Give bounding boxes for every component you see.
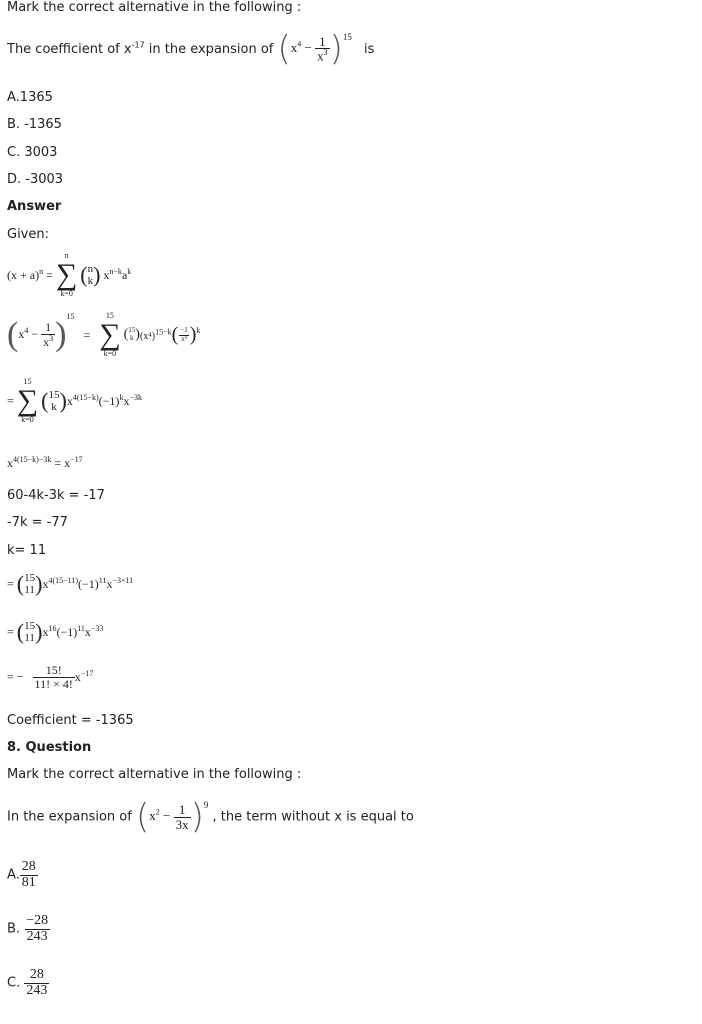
- eq-step-3: k= 11: [7, 543, 47, 558]
- q8-instruction: Mark the correct alternative in the following :: [7, 767, 302, 782]
- sigma-expansion: = 15 ∑ k=0 ( 15 k ) $x^{4(15-k)}(-1)^kx^{-3k}$: [7, 377, 142, 424]
- q8-option-b[interactable]: B. $\frac{-28}{243}$: [7, 913, 49, 944]
- substitution-2: = ( 15 11 ) $x^{16}(-1)^{11}x^{-33}$: [7, 619, 104, 645]
- q8-heading: 8. Question: [7, 740, 92, 755]
- q8-stem: In the expansion of ($x^2$ − $\frac{1}{3x}$ )$^9$ , the term without x is equal to: [7, 797, 414, 837]
- q7-option-c[interactable]: C. 3003: [7, 145, 58, 160]
- q7-stem-suffix: is: [364, 41, 375, 57]
- q7-power: 15: [342, 32, 352, 42]
- sigma-icon: 15 ∑ k=0: [99, 311, 121, 358]
- eq-step-1: 60-4k-3k = -17: [7, 488, 105, 503]
- left-paren: (: [277, 29, 291, 69]
- q7-expr: $x^4$ − $\frac{1}{x^3}$: [290, 33, 328, 64]
- q7-option-a[interactable]: A.1365: [7, 90, 53, 105]
- q8-stem-prefix: In the expansion of: [7, 809, 132, 825]
- eq-step-2: -7k = -77: [7, 515, 68, 530]
- right-paren: ): [329, 29, 343, 69]
- q8-stem-suffix: , the term without x is equal to: [212, 809, 414, 825]
- final-fraction: = − $\frac{15!}{11! \times 4!}$ $x^{-17}$: [7, 663, 94, 691]
- q7-option-b[interactable]: B. -1365: [7, 117, 62, 132]
- exponent-equation: $x^{4(15-k)-3k} = x^{-17}$: [7, 455, 83, 470]
- q7-stem-prefix: The coefficient of $x^{-17}$ in the expansion of: [7, 40, 274, 58]
- q7-given-label: Given:: [7, 227, 49, 242]
- substitution-1: = ( 15 11 ) $x^{4(15-11)}(-1)^{11}x^{-3\times 11}$: [7, 571, 134, 597]
- q8-option-a[interactable]: A. $\frac{28}{81}$: [7, 859, 36, 890]
- q7-stem: [7, 29, 375, 69]
- coefficient-result: Coefficient = -1365: [7, 713, 134, 728]
- sigma-icon: 15 ∑ k=0: [16, 377, 39, 424]
- q8-option-c[interactable]: C. $\frac{28}{243}$: [7, 967, 48, 998]
- q7-instruction: Mark the correct alternative in the following :: [7, 0, 302, 15]
- q7-option-d[interactable]: D. -3003: [7, 172, 64, 187]
- expansion-line: ($x^4$ − $\frac{1}{x^3}$ )$^{15}$ = 15 ∑ k=0 ( 15 k ) $(x^4)^{15-k}$( $\frac{-1}{\text{x³}}$ )$^k$: [7, 311, 201, 358]
- binomial-theorem: $(x + a)^n$ = n ∑ k=0 ( n k ) $x^{n-k}a^k$: [7, 251, 132, 298]
- q7-answer-label: Answer: [7, 199, 62, 214]
- q8-expr: $x^2$ − $\frac{1}{3x}$: [149, 801, 189, 832]
- sigma-icon: n ∑ k=0: [55, 251, 78, 298]
